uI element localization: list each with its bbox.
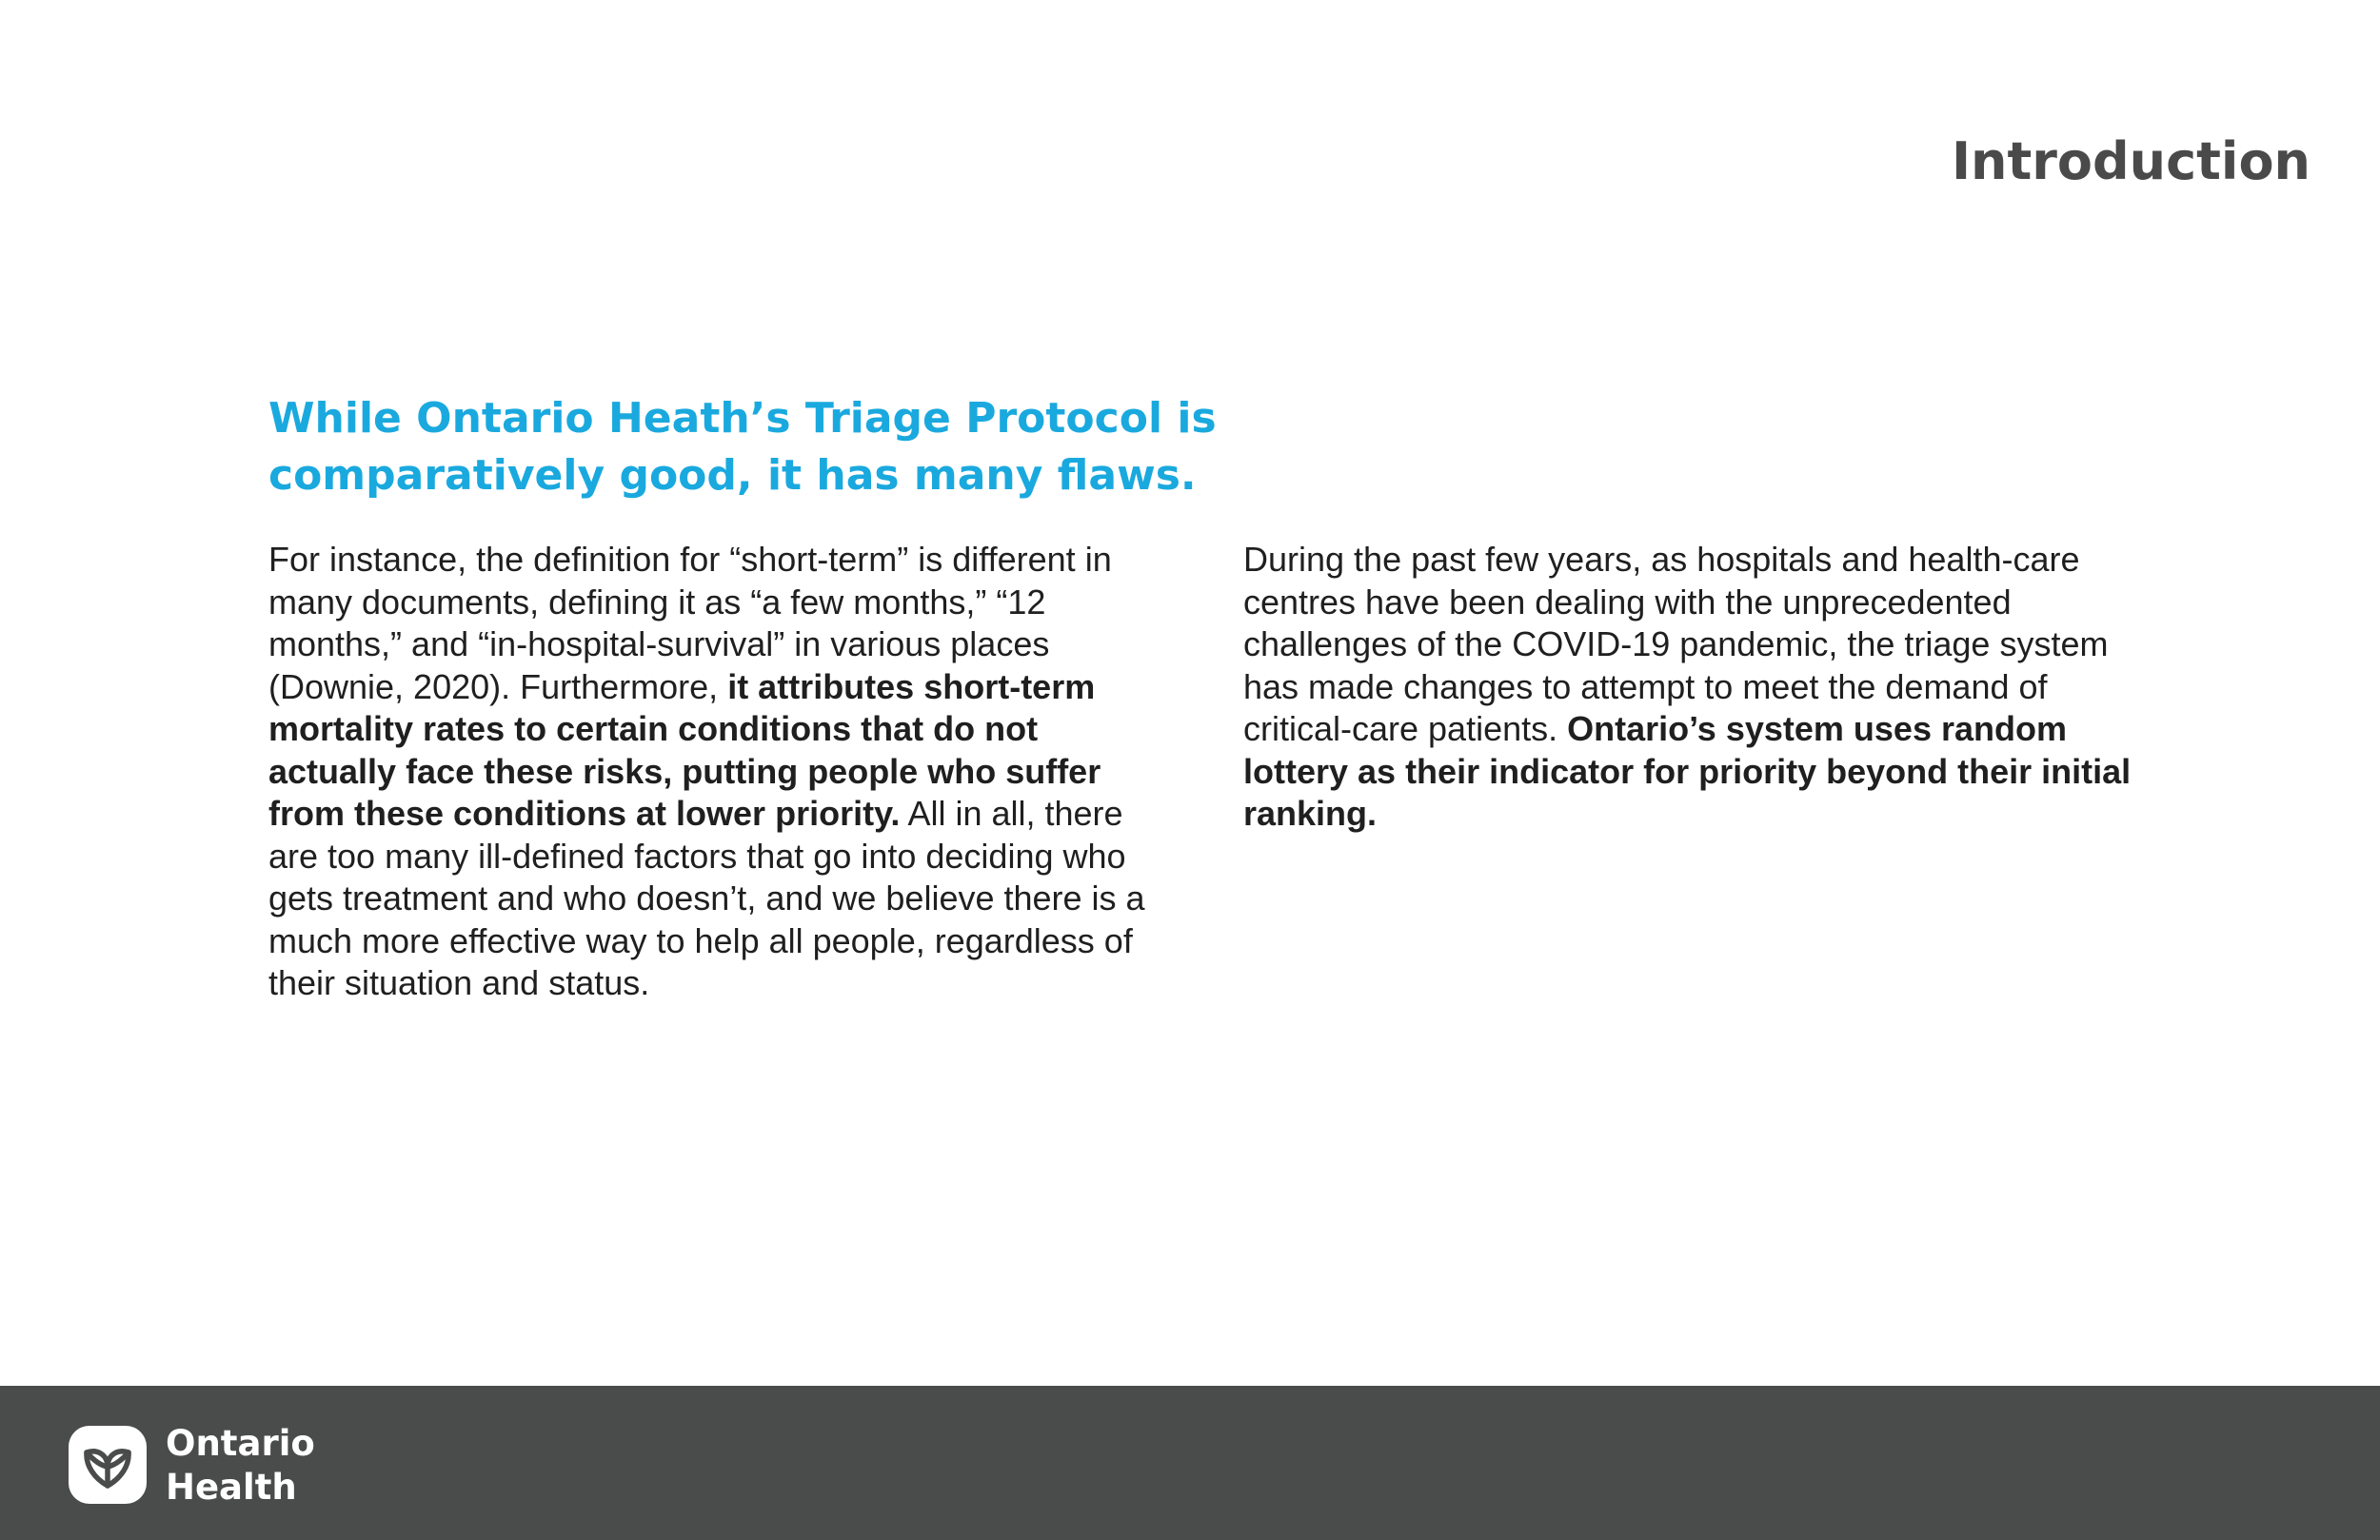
logo-text-line-1: Ontario <box>166 1423 315 1464</box>
ontario-health-logo-badge <box>69 1426 147 1504</box>
left-paragraph-text-end: All in all, there are too many ill-defined factors that go into deciding who gets treatment and who doesn’t, and we believe there is a much more effective way to help all people, regardless of their situation and status. <box>268 794 1145 1002</box>
right-paragraph-text-start: During the past few years, as hospitals and health-care centres have been dealing with the unprecedented challenges of the COVID-19 pandemic, the triage system has made changes to attempt to meet the demand of critical-care patients. <box>1243 540 2109 748</box>
ontario-trillium-icon <box>77 1434 138 1495</box>
footer-bar <box>0 1386 2380 1540</box>
left-paragraph-text-start: For instance, the definition for “short-term” is different in many documents, defining it as “a few months,” “12 months,” and “in-hospital-survival” in various places (Downie, 2020). Furthermore, <box>268 540 1112 706</box>
right-paragraph-bold-text: Ontario’s system uses random lottery as their indicator for priority beyond their initial ranking. <box>1243 709 2132 833</box>
left-paragraph-bold-text: it attributes short-term mortality rates to certain conditions that do not actually face these risks, putting people who suffer from these conditions at lower priority. <box>268 666 1101 833</box>
logo-text-line-2: Health <box>166 1467 297 1508</box>
right-column-paragraph <box>1243 539 2138 836</box>
page-headline: While Ontario Heath’s Triage Protocol is comparatively good, it has many flaws. <box>268 394 1217 500</box>
ontario-health-logo-text <box>166 1422 315 1510</box>
left-column-paragraph <box>268 539 1163 1005</box>
section-title: Introduction <box>1951 131 2311 191</box>
